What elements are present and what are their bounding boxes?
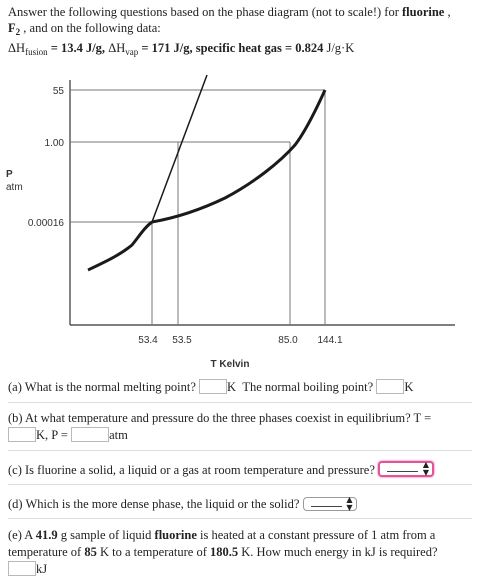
question-c-text: (c) Is fluorine a solid, a liquid or a gas at room temperature and pressure?	[8, 463, 375, 477]
energy-input[interactable]	[8, 561, 36, 576]
start-temperature: 85	[84, 545, 97, 559]
dh-fusion-label: ΔH	[8, 41, 26, 55]
intro-text-2: , and on the following data:	[20, 21, 161, 35]
divider	[8, 450, 472, 451]
question-d-text: (d) Which is the more dense phase, the liquid or the solid?	[8, 497, 300, 511]
intro-text: Answer the following questions based on the phase diagram (not to scale!) for	[8, 5, 402, 19]
question-e-text-5: K. How much energy in kJ is required?	[238, 545, 438, 559]
select-blank	[387, 471, 418, 472]
unit-atm: atm	[109, 428, 128, 442]
dh-fusion-sub: fusion	[25, 47, 48, 57]
y-tick-55: 55	[52, 86, 64, 97]
unit-k-2: K	[404, 380, 414, 394]
x-tick-144-1: 144.1	[317, 335, 343, 346]
y-tick-triple: 0.00016	[27, 218, 64, 229]
question-a-text: (a) What is the normal melting point?	[8, 380, 196, 394]
y-tick-1: 1.00	[44, 138, 64, 149]
phase-diagram-svg	[0, 70, 477, 380]
formula: F	[8, 21, 16, 35]
dh-vap-sub: vap	[125, 47, 139, 57]
boiling-point-input[interactable]	[376, 379, 404, 394]
question-a-text-2: The normal boiling point?	[242, 380, 374, 394]
y-axis-label-p: P	[6, 169, 13, 180]
question-d	[8, 496, 470, 513]
triple-point-pressure-input[interactable]	[71, 427, 109, 442]
dh-vap-value: = 171 J/g, specific heat gas =	[138, 41, 296, 55]
sublimation-curve	[88, 222, 152, 270]
question-a	[8, 379, 470, 396]
substance-name-e: fluorine	[154, 528, 197, 542]
intro-punct: ,	[444, 5, 451, 19]
denser-phase-select[interactable]	[303, 497, 357, 511]
x-tick-85: 85.0	[278, 335, 298, 346]
formula-subscript: 2	[15, 27, 21, 37]
x-tick-53-5: 53.5	[172, 335, 192, 346]
dh-vap-label: ΔH	[108, 41, 126, 55]
x-tick-53-4: 53.4	[138, 335, 158, 346]
question-e-text-3: is heated at a constant pressure of 1 atm from a temperature of	[8, 528, 436, 559]
question-e-text-4: K to a temperature of	[96, 545, 211, 559]
specific-heat-unit: J/g·K	[323, 41, 355, 55]
phase-at-rtp-select[interactable]	[378, 461, 434, 477]
melting-curve	[152, 75, 207, 222]
unit-kj: kJ	[36, 562, 48, 576]
divider	[8, 518, 472, 519]
question-c	[8, 461, 470, 479]
problem-intro	[8, 4, 470, 60]
question-e-text-2: g sample of liquid	[57, 528, 155, 542]
triple-point-temperature-input[interactable]	[8, 427, 36, 442]
question-b	[8, 410, 470, 444]
substance-name: fluorine	[402, 5, 445, 19]
specific-heat-value: 0.824	[295, 41, 324, 55]
end-temperature: 180.5	[210, 545, 239, 559]
phase-diagram	[0, 70, 477, 380]
sample-mass: 41.9	[35, 528, 58, 542]
select-arrows-icon: ▲ ▼	[422, 460, 430, 477]
dh-fusion-value: = 13.4 J/g,	[47, 41, 109, 55]
question-b-text: (b) At what temperature and pressure do the three phases coexist in equilibrium? T =	[8, 411, 432, 425]
select-blank	[311, 506, 342, 507]
question-e	[8, 527, 470, 578]
question-e-text: (e) A	[8, 528, 36, 542]
y-axis-label-atm: atm	[6, 182, 23, 193]
unit-k-p: K, P =	[36, 428, 68, 442]
melting-point-input[interactable]	[199, 379, 227, 394]
divider	[8, 402, 472, 403]
divider	[8, 484, 472, 485]
select-arrows-icon: ▲ ▼	[346, 495, 353, 512]
x-axis-label: T Kelvin	[210, 359, 250, 370]
unit-k: K	[227, 380, 237, 394]
